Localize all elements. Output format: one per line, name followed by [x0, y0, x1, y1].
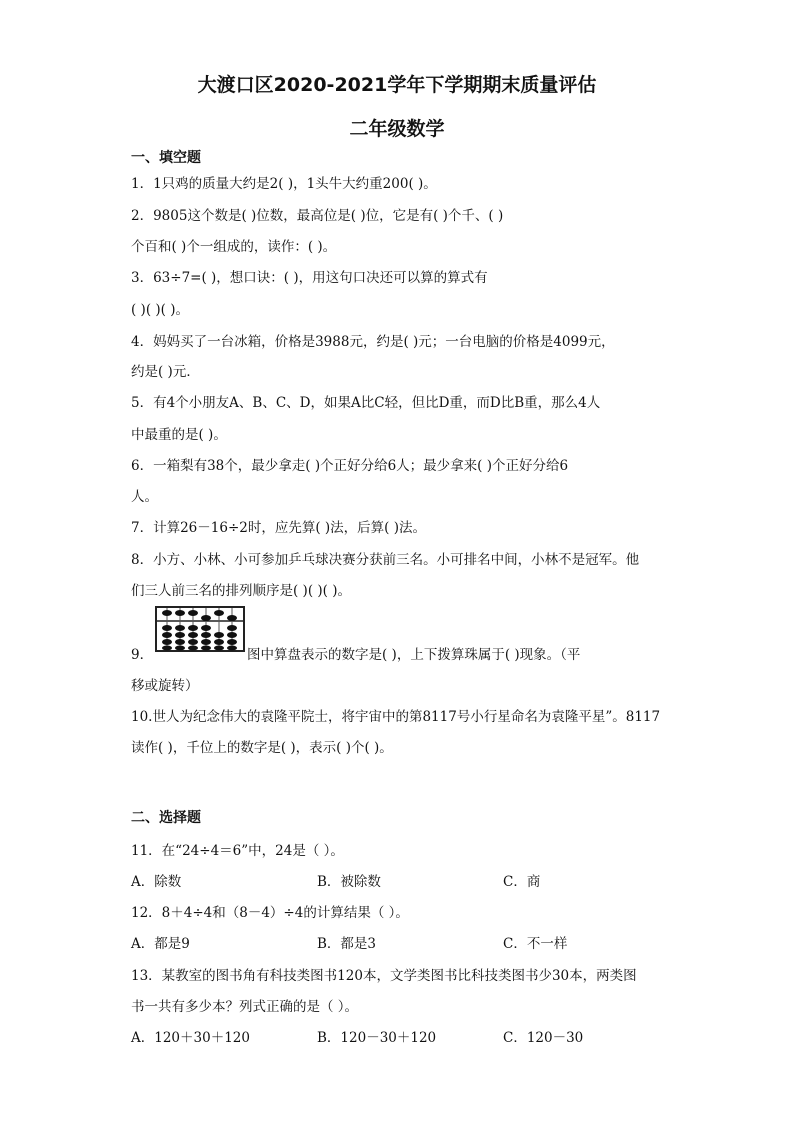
- question-line: 读作( )，千位上的数字是( )，表示( )个( )。: [131, 740, 393, 756]
- exam-title: 大渡口区2020-2021学年下学期期末质量评估: [197, 74, 597, 96]
- question-line: 10.世人为纪念伟大的袁隆平院士，将宇宙中的第8117号小行星命名为袁隆平星”。8117: [131, 709, 661, 725]
- question-line: 5．有4个小朋友A、B、C、D，如果A比C轻，但比D重，而D比B重，那么4人: [131, 395, 601, 411]
- option-a: A．120＋30＋120: [131, 1030, 250, 1046]
- question-number: 9．: [131, 647, 154, 663]
- question-line: 13．某教室的图书角有科技类图书120本，文学类图书比科技类图书少30本，两类图: [131, 968, 637, 984]
- question-line: 11．在“24÷4＝6”中，24是（ ）。: [131, 843, 344, 859]
- question-line: 们三人前三名的排列顺序是( )( )( )。: [131, 583, 351, 599]
- abacus-icon: [155, 606, 245, 652]
- option-b: B．被除数: [317, 874, 381, 890]
- option-c: C．商: [503, 874, 541, 890]
- question-line: 图中算盘表示的数字是( )，上下拨算珠属于( )现象。（平: [247, 647, 581, 663]
- question-line: ( )( )( )。: [131, 302, 189, 318]
- question-line: 1．1只鸡的质量大约是2( )，1头牛大约重200( )。: [131, 176, 437, 192]
- question-line: 8．小方、小林、小可参加乒乓球决赛分获前三名。小可排名中间，小林不是冠军。他: [131, 552, 640, 568]
- question-line: 6．一箱梨有38个，最少拿走( )个正好分给6人；最少拿来( )个正好分给6: [131, 458, 569, 474]
- question-line: 中最重的是( )。: [131, 427, 227, 443]
- option-c: C．120－30: [503, 1030, 584, 1046]
- exam-subtitle: 二年级数学: [349, 118, 445, 140]
- question-line: 个百和( )个一组成的，读作：( )。: [131, 239, 337, 255]
- question-line: 2．9805这个数是( )位数，最高位是( )位，它是有( )个千、( ): [131, 208, 504, 224]
- question-line: 4．妈妈买了一台冰箱，价格是3988元，约是( )元；一台电脑的价格是4099元，: [131, 334, 615, 350]
- section-choice-heading: 二、选择题: [131, 810, 201, 826]
- question-line: 移或旋转）: [131, 678, 199, 694]
- option-a: A．都是9: [131, 936, 190, 952]
- question-line: 3．63÷7=( )，想口诀：( )，用这句口决还可以算的算式有: [131, 270, 488, 286]
- option-b: B．120－30＋120: [317, 1030, 437, 1046]
- option-b: B．都是3: [317, 936, 377, 952]
- question-line: 7．计算26－16÷2时，应先算( )法，后算( )法。: [131, 520, 426, 536]
- option-c: C．不一样: [503, 936, 568, 952]
- option-a: A．除数: [131, 874, 182, 890]
- question-line: 12．8＋4÷4和（8－4）÷4的计算结果（ ）。: [131, 905, 409, 921]
- question-line: 人。: [131, 489, 158, 505]
- question-line: 书一共有多少本？列式正确的是（ ）。: [131, 999, 359, 1015]
- section-fill-heading: 一、填空题: [131, 150, 201, 166]
- question-line: 约是( )元．: [131, 364, 200, 380]
